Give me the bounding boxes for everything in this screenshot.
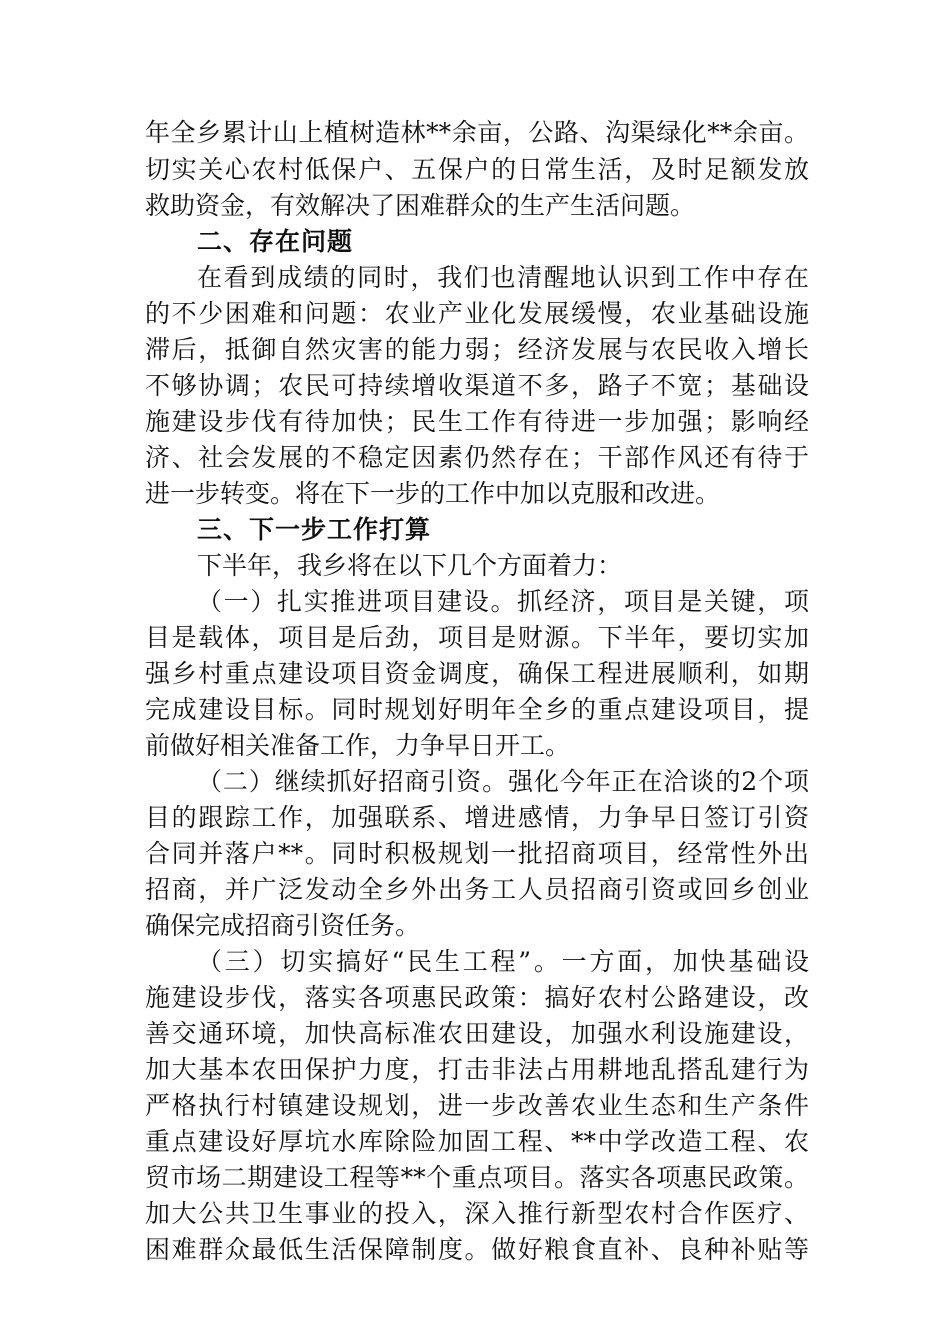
section-heading-next-steps: 三、下一步工作打算 bbox=[197, 515, 432, 544]
body-text-line: 在看到成绩的同时，我们也清醒地认识到工作中存在 bbox=[197, 263, 809, 292]
body-text-line: 前做好相关准备工作，力争早日开工。 bbox=[145, 731, 571, 760]
body-text-line: 强乡村重点建设项目资金调度，确保工程进展顺利，如期 bbox=[145, 659, 809, 688]
subsection-line-1: （一）扎实推进项目建设。抓经济，项目是关键，项 bbox=[197, 587, 809, 616]
body-text-line: 严格执行村镇建设规划，进一步改善农业生态和生产条件 bbox=[145, 1091, 809, 1120]
body-text-line: 贸市场二期建设工程等**个重点项目。落实各项惠民政策。 bbox=[145, 1163, 809, 1192]
body-text-line: 的不少困难和问题：农业产业化发展缓慢，农业基础设施 bbox=[145, 299, 809, 328]
body-text-line: 救助资金，有效解决了困难群众的生产生活问题。 bbox=[145, 191, 696, 220]
body-text-line: 完成建设目标。同时规划好明年全乡的重点建设项目，提 bbox=[145, 695, 809, 724]
body-text-line: 施建设步伐有待加快；民生工作有待进一步加强；影响经 bbox=[145, 407, 809, 436]
section-heading-problems: 二、存在问题 bbox=[197, 227, 354, 256]
body-text-line: 进一步转变。将在下一步的工作中加以克服和改进。 bbox=[145, 479, 721, 508]
body-text-line: 不够协调；农民可持续增收渠道不多，路子不宽；基础设 bbox=[145, 371, 809, 400]
body-text-line: 招商，并广泛发动全乡外出务工人员招商引资或回乡创业 bbox=[145, 875, 809, 904]
body-text-line: 年全乡累计山上植树造林**余亩，公路、沟渠绿化**余亩。 bbox=[145, 118, 809, 147]
body-text-line: 目的跟踪工作，加强联系、增进感情，力争早日签订引资 bbox=[145, 803, 809, 832]
subsection-line-3: （三）切实搞好“民生工程”。一方面，加快基础设 bbox=[197, 947, 809, 976]
body-text-line: 确保完成招商引资任务。 bbox=[145, 911, 421, 940]
body-text-line: 济、社会发展的不稳定因素仍然存在；干部作风还有待于 bbox=[145, 443, 809, 472]
body-text-line: 善交通环境，加快高标准农田建设，加强水利设施建设， bbox=[145, 1019, 809, 1048]
body-text-line: 切实关心农村低保户、五保户的日常生活，及时足额发放 bbox=[145, 155, 809, 184]
subsection-line-2: （二）继续抓好招商引资。强化今年正在洽谈的2个项 bbox=[197, 767, 809, 796]
body-text-line: 下半年，我乡将在以下几个方面着力： bbox=[197, 551, 623, 580]
body-text-line: 加大基本农田保护力度，打击非法占用耕地乱搭乱建行为 bbox=[145, 1055, 809, 1084]
body-text-line: 合同并落户**。同时积极规划一批招商项目，经常性外出 bbox=[145, 839, 809, 868]
body-text-line: 目是载体，项目是后劲，项目是财源。下半年，要切实加 bbox=[145, 623, 809, 652]
body-text-line: 困难群众最低生活保障制度。做好粮食直补、良种补贴等 bbox=[145, 1235, 809, 1264]
body-text-line: 加大公共卫生事业的投入，深入推行新型农村合作医疗、 bbox=[145, 1199, 809, 1228]
body-text-line: 重点建设好厚坑水库除险加固工程、**中学改造工程、农 bbox=[145, 1127, 809, 1156]
body-text-line: 滞后，抵御自然灾害的能力弱；经济发展与农民收入增长 bbox=[145, 335, 809, 364]
body-text-line: 施建设步伐，落实各项惠民政策：搞好农村公路建设，改 bbox=[145, 983, 809, 1012]
